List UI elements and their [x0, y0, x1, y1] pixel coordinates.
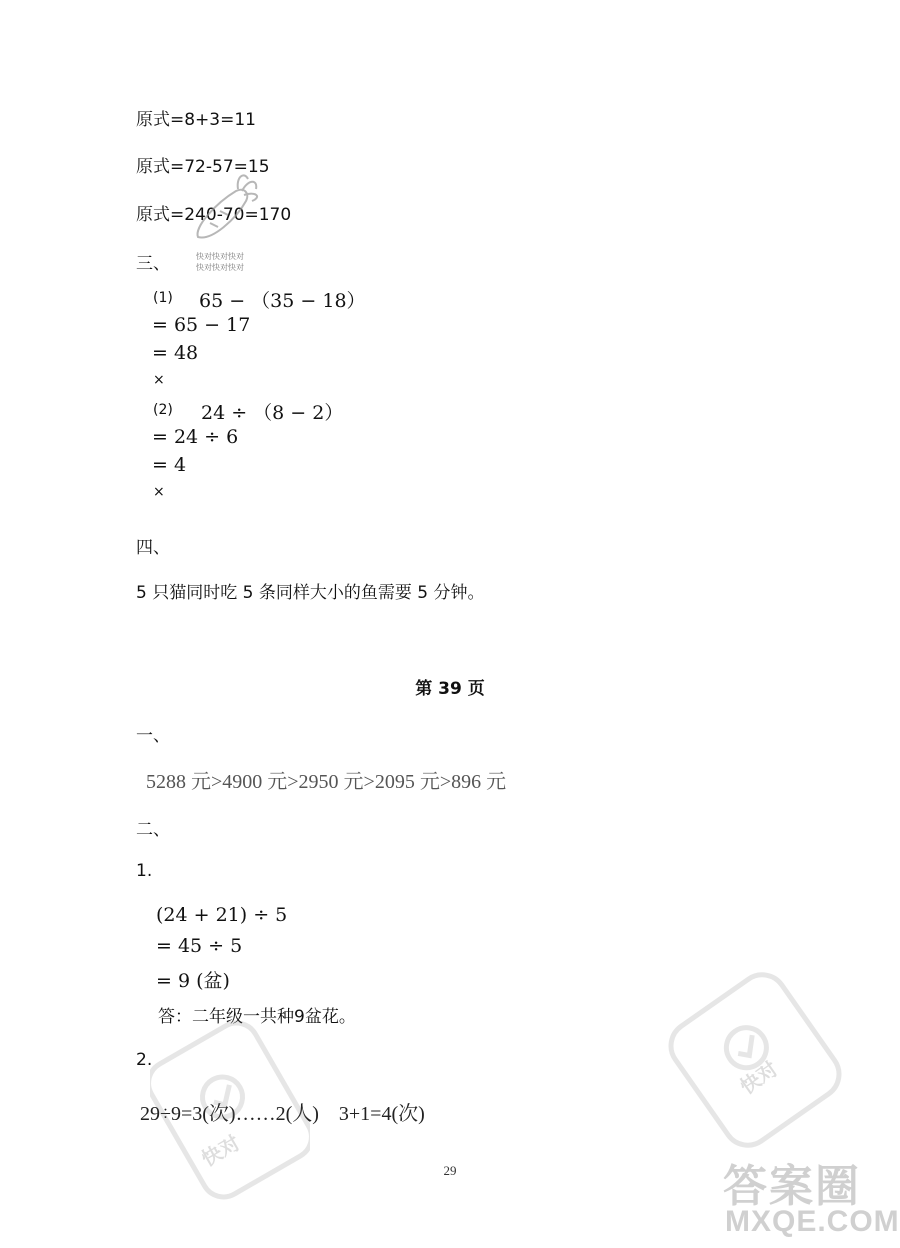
site-logo-text-bottom: MXQE.COM	[725, 1205, 900, 1238]
question-1-step-2: = 9 (盆)	[156, 970, 230, 992]
page-39-title: 第 39 页	[415, 679, 485, 699]
problem-1-wrong-mark: ×	[153, 372, 165, 388]
stamp-text-left: 快对	[197, 1130, 245, 1172]
section-4-heading: 四、	[136, 538, 170, 558]
formula-line-3: 原式=240-70=170	[136, 205, 292, 225]
section-4-answer: 5 只猫同时吃 5 条同样大小的鱼需要 5 分钟。	[136, 583, 485, 603]
problem-1-expression: 65 − （35 − 18）	[199, 290, 366, 312]
page-39-section-2-heading: 二、	[136, 820, 170, 840]
stamp-text-right: 快对	[735, 1056, 783, 1100]
section-3-heading: 三、	[136, 254, 170, 274]
problem-2-step-1: = 24 ÷ 6	[152, 426, 239, 448]
problem-2-label: (2)	[153, 402, 173, 418]
page-number: 29	[443, 1163, 457, 1178]
question-1-answer: 答：二年级一共种9盆花。	[158, 1007, 356, 1027]
problem-2-expression: 24 ÷ （8 − 2）	[201, 402, 344, 424]
question-1-expression: (24 + 21) ÷ 5	[156, 904, 288, 926]
formula-line-2: 原式=72-57=15	[136, 157, 270, 177]
question-1-label: 1.	[136, 861, 153, 881]
watermark-small-text-2: 快对快对快对	[196, 263, 244, 272]
question-1-step-1: = 45 ÷ 5	[156, 935, 243, 957]
problem-1-step-1: = 65 − 17	[152, 314, 251, 336]
site-logo-text-top: 答案圈	[723, 1161, 861, 1212]
watermark-small-text-1: 快对快对快对	[196, 252, 244, 261]
formula-line-1: 原式=8+3=11	[136, 110, 256, 130]
carrot-watermark-icon	[186, 165, 266, 254]
kuaidui-stamp-watermark-icon	[150, 1010, 310, 1214]
question-2-answer: 29÷9=3(次)……2(人) 3+1=4(次)	[140, 1103, 425, 1125]
problem-1-step-2: = 48	[152, 342, 199, 364]
question-2-label: 2.	[136, 1050, 153, 1070]
problem-2-step-2: = 4	[152, 454, 187, 476]
problem-1-label: (1)	[153, 290, 173, 306]
page-39-section-1-heading: 一、	[136, 726, 170, 746]
problem-2-wrong-mark: ×	[153, 484, 165, 500]
price-comparison-answer: 5288 元>4900 元>2950 元>2095 元>896 元	[146, 771, 507, 793]
